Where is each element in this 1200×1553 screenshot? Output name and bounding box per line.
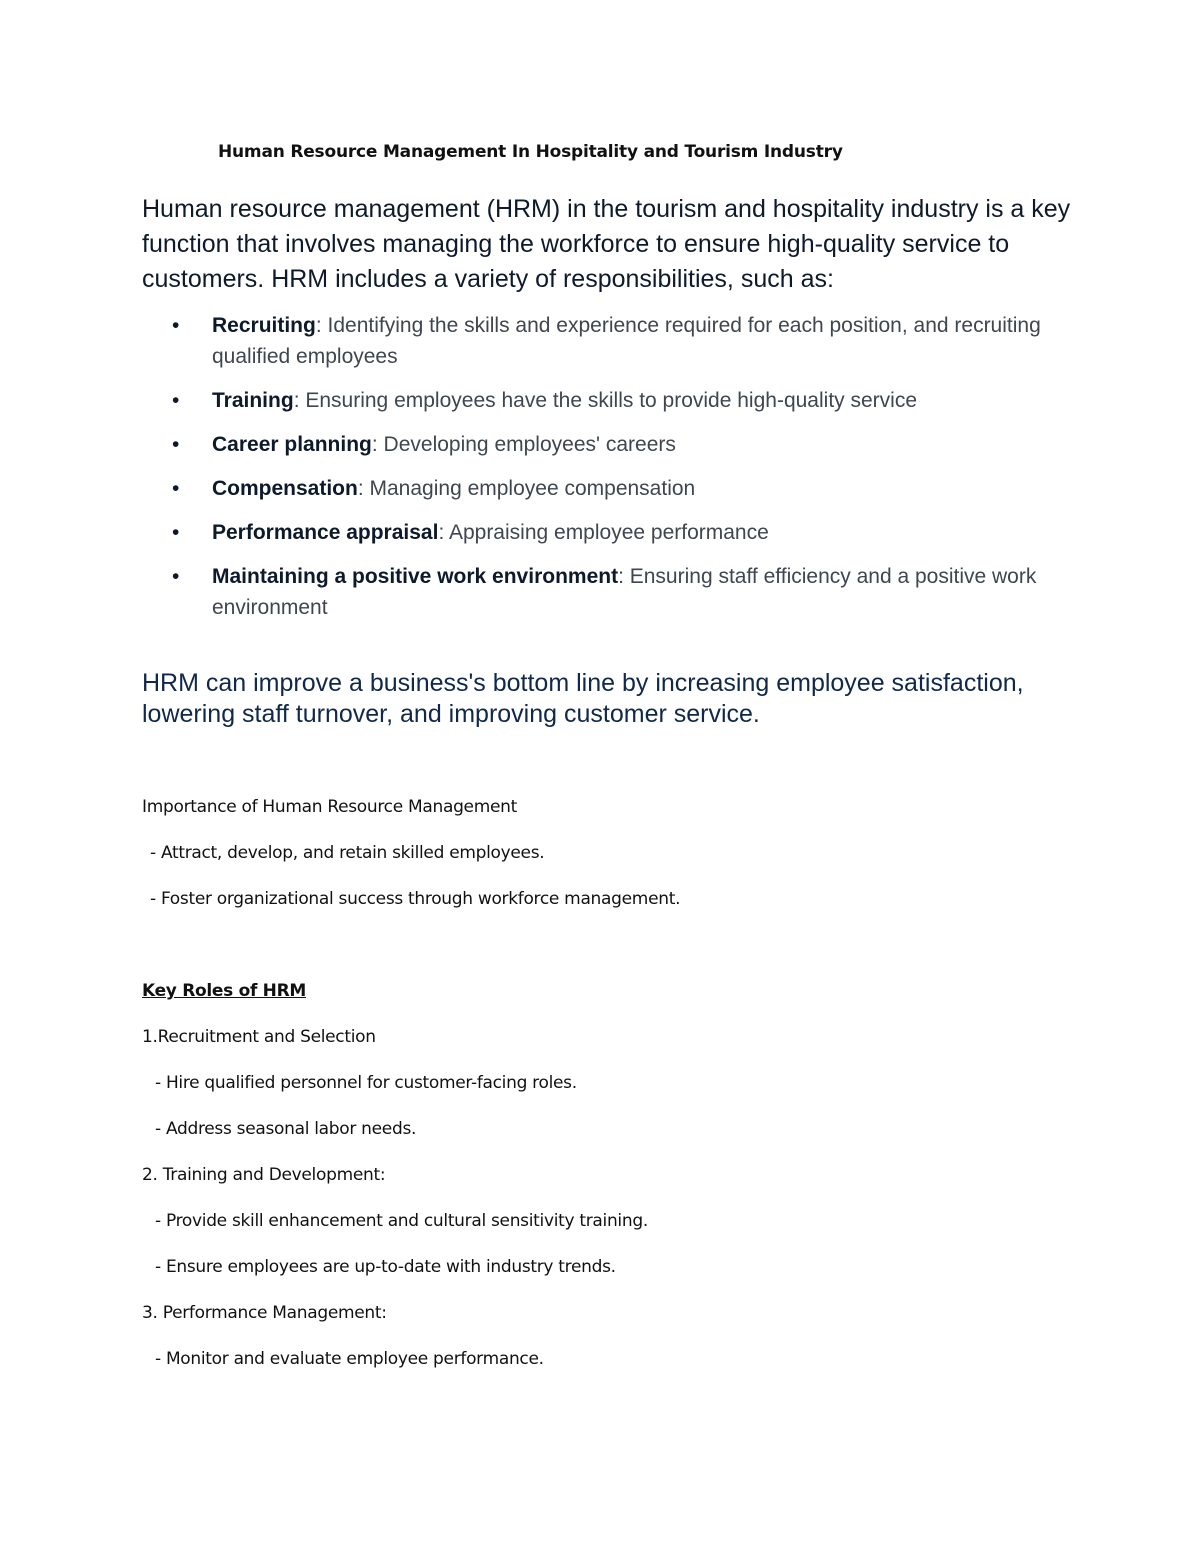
role-point: - Ensure employees are up-to-date with industry trends.: [155, 1257, 616, 1277]
role-point: - Provide skill enhancement and cultural sensitivity training.: [155, 1211, 648, 1231]
bullet-icon: •: [172, 565, 180, 588]
responsibility-description: : Managing employee compensation: [357, 477, 696, 500]
responsibility-description: : Identifying the skills and experience required for each position, and recruiting qualified employees: [212, 314, 1041, 368]
importance-point: - Attract, develop, and retain skilled employees.: [150, 843, 545, 863]
bullet-icon: •: [172, 477, 180, 500]
role-point: - Hire qualified personnel for customer-facing roles.: [155, 1073, 577, 1093]
list-item: [142, 561, 1062, 623]
role-section-title: 1.Recruitment and Selection: [142, 1027, 376, 1047]
key-roles-heading: Key Roles of HRM: [142, 981, 306, 1001]
role-point: - Address seasonal labor needs.: [155, 1119, 417, 1139]
list-item: [142, 385, 1062, 416]
intro-paragraph: Human resource management (HRM) in the tourism and hospitality industry is a key function that involves managing the workforce to ensure high-quality service to customers. HRM includes a variety of responsibilities, such as:: [142, 195, 1071, 293]
responsibility-description: : Ensuring staff efficiency and a positive work environment: [212, 565, 1037, 619]
bullet-icon: •: [172, 314, 180, 337]
responsibility-term: Performance appraisal: [212, 521, 439, 544]
bullet-icon: •: [172, 521, 180, 544]
list-item: [142, 429, 1062, 460]
document-title: Human Resource Management In Hospitality and Tourism Industry: [218, 142, 843, 162]
list-item: [142, 473, 1062, 504]
importance-point: - Foster organizational success through workforce management.: [150, 889, 681, 909]
responsibility-term: Compensation: [212, 477, 358, 500]
responsibilities-list: [142, 310, 1062, 636]
responsibility-description: : Developing employees' careers: [371, 433, 676, 456]
bullet-icon: •: [172, 433, 180, 456]
role-section-title: 2. Training and Development:: [142, 1165, 386, 1185]
bullet-icon: •: [172, 389, 180, 412]
responsibility-term: Training: [212, 389, 294, 412]
list-item: [142, 517, 1062, 548]
responsibility-term: Career planning: [212, 433, 372, 456]
responsibility-description: : Appraising employee performance: [438, 521, 769, 544]
list-item: [142, 310, 1062, 372]
responsibility-term: Maintaining a positive work environment: [212, 565, 619, 588]
responsibility-term: Recruiting: [212, 314, 316, 337]
role-section-title: 3. Performance Management:: [142, 1303, 387, 1323]
responsibility-description: : Ensuring employees have the skills to provide high-quality service: [293, 389, 918, 412]
role-point: - Monitor and evaluate employee performance.: [155, 1349, 544, 1369]
importance-heading: Importance of Human Resource Management: [142, 797, 517, 817]
summary-paragraph: HRM can improve a business's bottom line by increasing employee satisfaction, lowering staff turnover, and improving customer service.: [142, 669, 1024, 728]
